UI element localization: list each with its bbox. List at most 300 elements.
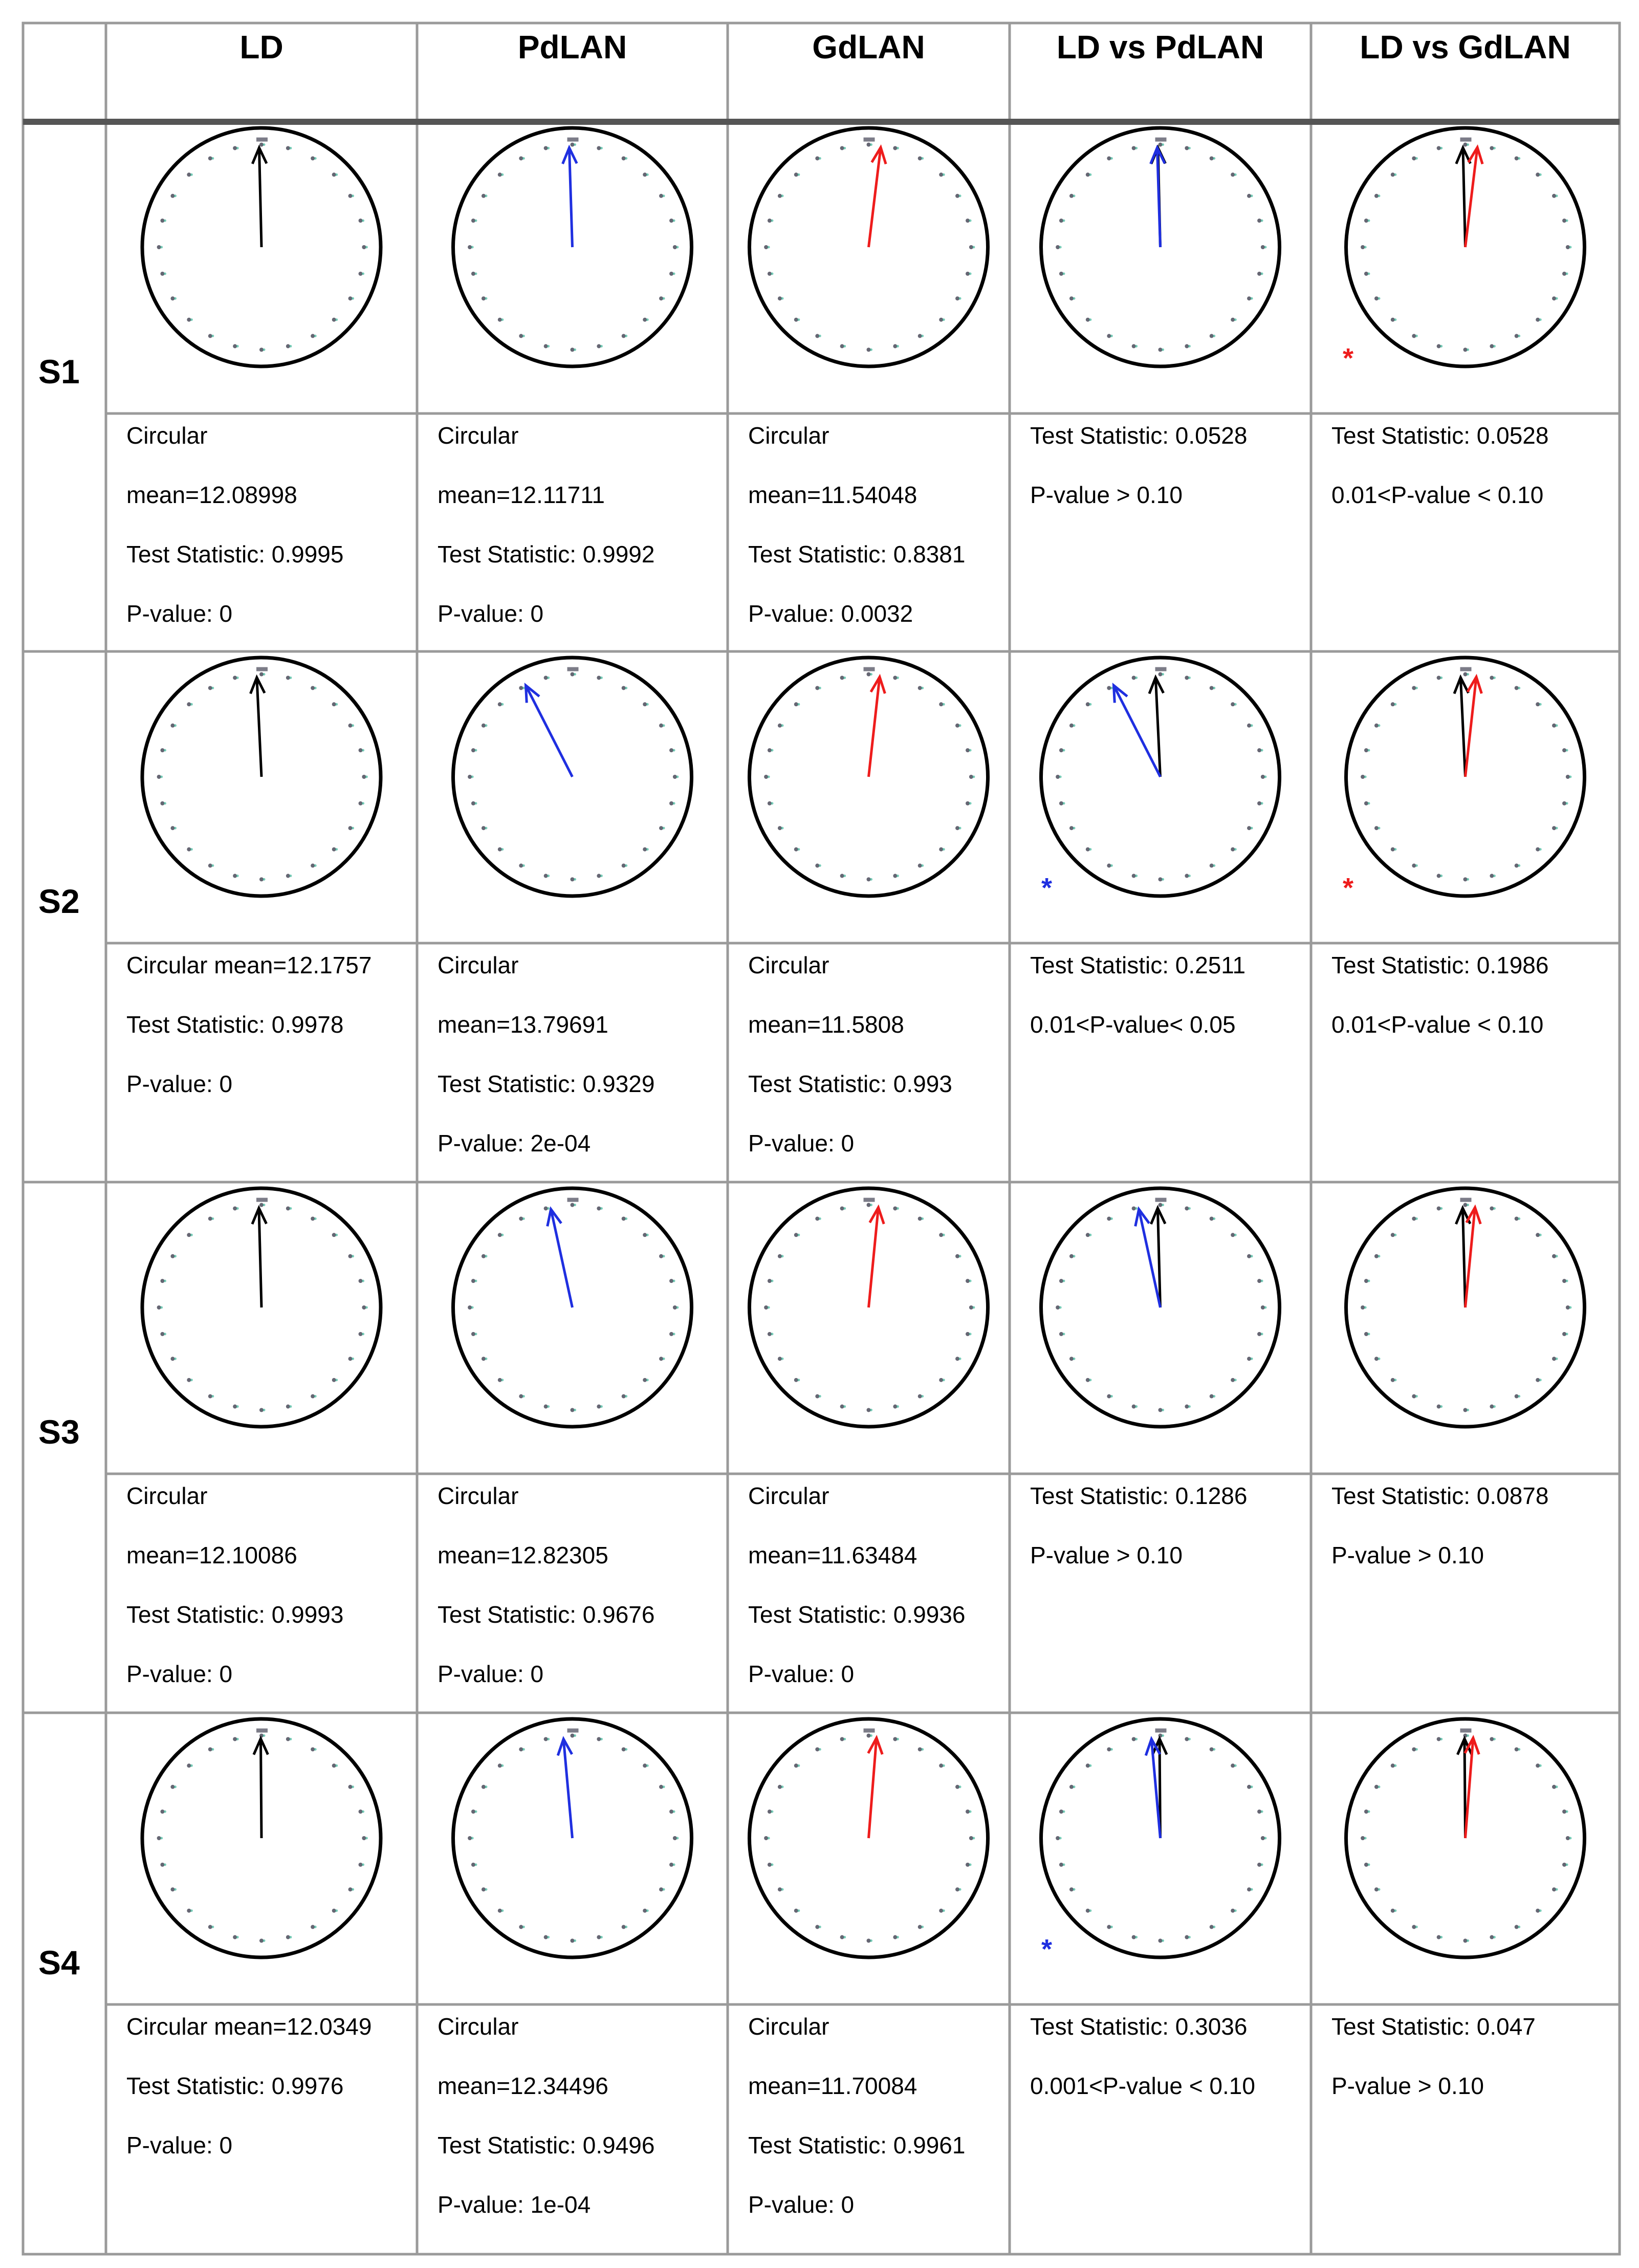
hour-tick-shadow <box>673 1811 675 1813</box>
hour-tick-shadow <box>771 802 773 804</box>
hour-tick-shadow <box>1539 848 1542 850</box>
mean-vector-arrow <box>1466 1738 1473 1838</box>
hour-tick-shadow <box>263 1734 266 1737</box>
hour-tick-shadow <box>781 297 783 300</box>
stat-line: Test Statistic: 0.0528 <box>1331 422 1549 449</box>
hour-tick-shadow <box>1188 1738 1191 1740</box>
hour-tick-shadow <box>1089 1909 1091 1912</box>
hour-tick-shadow <box>768 776 770 778</box>
stat-line: Test Statistic: 0.9496 <box>438 2132 655 2158</box>
stat-line: Test Statistic: 0.047 <box>1331 2013 1536 2040</box>
hour-tick-shadow <box>1062 1280 1065 1282</box>
hour-tick-shadow <box>781 1358 783 1360</box>
hour-tick-shadow <box>870 673 872 675</box>
hour-tick-shadow <box>1135 345 1138 347</box>
significance-marker: * <box>1343 873 1354 903</box>
hour-tick-shadow <box>1518 1395 1520 1398</box>
hour-tick-shadow <box>1566 1863 1568 1866</box>
stat-line: mean=12.08998 <box>126 482 297 508</box>
hour-tick-shadow <box>362 1863 364 1866</box>
hour-tick-shadow <box>236 1207 239 1210</box>
hour-tick-shadow <box>959 1785 961 1788</box>
hour-tick-shadow <box>771 749 773 752</box>
midnight-tick-label <box>864 1198 875 1202</box>
hour-tick-shadow <box>1367 749 1370 752</box>
hour-tick-shadow <box>1539 318 1542 321</box>
hour-tick-shadow <box>174 297 177 300</box>
row-label-s2: S2 <box>38 882 80 920</box>
hour-tick-shadow <box>771 272 773 275</box>
hour-tick-shadow <box>1566 1280 1568 1282</box>
hour-tick-shadow <box>190 848 193 850</box>
hour-tick-shadow <box>1213 1395 1215 1398</box>
hour-tick-shadow <box>474 272 477 275</box>
hour-tick-shadow <box>1188 875 1191 877</box>
column-header-gdlan: GdLAN <box>812 29 925 66</box>
hour-tick-shadow <box>314 864 317 867</box>
hour-tick-shadow <box>1566 220 1568 222</box>
hour-tick-shadow <box>211 1748 214 1751</box>
hour-tick-shadow <box>1518 1217 1520 1220</box>
hour-tick-shadow <box>781 194 783 197</box>
stat-line: Circular <box>748 2013 829 2040</box>
hour-tick-shadow <box>574 143 576 146</box>
hour-tick-shadow <box>897 1738 899 1740</box>
midnight-tick-label <box>256 667 268 671</box>
hour-tick-shadow <box>943 703 945 706</box>
hour-tick-shadow <box>646 1234 649 1236</box>
hour-tick-shadow <box>485 1785 487 1788</box>
hour-tick-shadow <box>547 1738 550 1740</box>
hour-tick-shadow <box>362 220 364 222</box>
hour-tick-shadow <box>522 1217 525 1220</box>
hour-tick-shadow <box>474 1333 477 1335</box>
hour-tick-shadow <box>969 802 972 804</box>
mean-vector-arrow <box>1465 1739 1466 1838</box>
hour-tick-shadow <box>1234 1234 1237 1236</box>
stat-line: P-value: 0 <box>126 600 233 627</box>
stat-line: Test Statistic: 0.9936 <box>748 1601 966 1628</box>
hour-tick-shadow <box>673 1863 675 1866</box>
hour-tick-shadow <box>365 1837 368 1840</box>
clock-s2-ld <box>142 658 381 896</box>
hour-tick-shadow <box>1062 1863 1065 1866</box>
stat-line: P-value: 0 <box>748 2191 855 2218</box>
hour-tick-shadow <box>1493 677 1496 679</box>
hour-tick-shadow <box>1234 848 1237 850</box>
clock-s3-ld-vs-gdlan <box>1346 1188 1585 1427</box>
hour-tick-shadow <box>646 1764 649 1767</box>
clock-s3-pdlan <box>453 1188 692 1427</box>
hour-tick-shadow <box>771 1863 773 1866</box>
hour-tick-shadow <box>1251 1358 1253 1360</box>
midnight-tick-label <box>864 1729 875 1733</box>
hour-tick-shadow <box>1493 1405 1496 1408</box>
hour-tick-shadow <box>843 677 846 679</box>
stat-line: P-value: 0 <box>126 2132 233 2158</box>
hour-tick-shadow <box>1566 802 1568 804</box>
stat-line: P-value > 0.10 <box>1331 1542 1484 1568</box>
hour-tick-shadow <box>819 157 821 160</box>
hour-tick-shadow <box>1440 147 1443 149</box>
hour-tick-shadow <box>1569 1306 1571 1309</box>
hour-tick-shadow <box>1440 1738 1443 1740</box>
stat-line: 0.01<P-value < 0.10 <box>1331 482 1544 508</box>
hour-tick-shadow <box>574 348 576 351</box>
hour-tick-shadow <box>771 1280 773 1282</box>
hour-tick-shadow <box>236 677 239 679</box>
hour-tick-shadow <box>236 1738 239 1740</box>
hour-tick-shadow <box>174 1785 177 1788</box>
clock-s1-gdlan <box>750 128 988 366</box>
hour-tick-shadow <box>1566 272 1568 275</box>
hour-tick-shadow <box>1234 703 1237 706</box>
hour-tick-shadow <box>335 1909 338 1912</box>
hour-tick-shadow <box>522 1926 525 1928</box>
hour-tick-shadow <box>625 864 627 867</box>
hour-tick-shadow <box>1264 1306 1266 1309</box>
hour-tick-shadow <box>943 173 945 176</box>
hour-tick-shadow <box>236 345 239 347</box>
hour-tick-shadow <box>959 194 961 197</box>
hour-tick-shadow <box>211 864 214 867</box>
stat-line: Test Statistic: 0.9676 <box>438 1601 655 1628</box>
hour-tick-shadow <box>211 1217 214 1220</box>
hour-tick-shadow <box>574 1939 576 1942</box>
hour-tick-shadow <box>1394 1764 1396 1767</box>
hour-tick-shadow <box>663 1358 665 1360</box>
hour-tick-shadow <box>781 1255 783 1257</box>
hour-tick-shadow <box>819 1748 821 1751</box>
hour-tick-shadow <box>1378 1888 1380 1891</box>
hour-tick-shadow <box>485 194 487 197</box>
hour-tick-shadow <box>335 318 338 321</box>
hour-tick-shadow <box>1556 194 1558 197</box>
hour-tick-shadow <box>1234 1764 1237 1767</box>
mean-vector-arrow <box>869 1738 877 1838</box>
hour-tick-shadow <box>1135 1738 1138 1740</box>
hour-tick-shadow <box>1364 776 1367 778</box>
clock-s2-pdlan <box>453 658 692 896</box>
stat-line: Test Statistic: 0.0528 <box>1030 422 1248 449</box>
hour-tick-shadow <box>646 703 649 706</box>
stat-line: mean=12.10086 <box>126 1542 297 1568</box>
hour-tick-shadow <box>870 878 872 881</box>
hour-tick-shadow <box>352 1888 354 1891</box>
hour-tick-shadow <box>1467 1204 1469 1206</box>
hour-tick-shadow <box>263 348 266 351</box>
mean-vector-arrow <box>257 678 261 777</box>
hour-tick-shadow <box>289 1405 292 1408</box>
hour-tick-shadow <box>1539 703 1542 706</box>
clock-s3-ld <box>142 1188 381 1427</box>
hour-tick-shadow <box>474 749 477 752</box>
hour-tick-shadow <box>574 1409 576 1411</box>
hour-tick-shadow <box>819 335 821 337</box>
hour-tick-shadow <box>164 272 166 275</box>
hour-tick-shadow <box>1364 1837 1367 1840</box>
hour-tick-shadow <box>1261 802 1263 804</box>
clock-s2-ld-vs-gdlan <box>1346 658 1585 896</box>
stat-line: Test Statistic: 0.993 <box>748 1071 952 1097</box>
hour-tick-shadow <box>190 1234 193 1236</box>
stat-line: mean=12.34496 <box>438 2073 608 2099</box>
hour-tick-shadow <box>164 1333 166 1335</box>
clock-s3-ld-vs-pdlan <box>1041 1188 1280 1427</box>
hour-tick-shadow <box>1073 724 1075 727</box>
hour-tick-shadow <box>501 318 504 321</box>
mean-vector-arrow <box>259 148 261 247</box>
hour-tick-shadow <box>522 687 525 689</box>
stat-line: Circular <box>748 422 829 449</box>
clock-s1-ld-vs-gdlan <box>1346 128 1585 366</box>
hour-tick-shadow <box>1251 1785 1253 1788</box>
hour-tick-shadow <box>501 703 504 706</box>
hour-tick-shadow <box>673 1333 675 1335</box>
hour-tick-shadow <box>1556 724 1558 727</box>
hour-tick-shadow <box>1440 875 1443 877</box>
hour-tick-shadow <box>1213 157 1215 160</box>
hour-tick-shadow <box>211 335 214 337</box>
stat-line: Circular <box>126 422 208 449</box>
hour-tick-shadow <box>600 1207 603 1210</box>
hour-tick-shadow <box>314 1395 317 1398</box>
stat-line: P-value: 0 <box>126 1071 233 1097</box>
hour-tick-shadow <box>1367 802 1370 804</box>
hour-tick-shadow <box>1135 1207 1138 1210</box>
hour-tick-shadow <box>959 1255 961 1257</box>
hour-tick-shadow <box>600 1936 603 1938</box>
stat-line: Test Statistic: 0.9993 <box>126 1601 344 1628</box>
hour-tick-shadow <box>1539 173 1542 176</box>
hour-tick-shadow <box>190 173 193 176</box>
hour-tick-shadow <box>547 1936 550 1938</box>
hour-tick-shadow <box>1394 173 1396 176</box>
clock-s3-gdlan <box>750 1188 988 1427</box>
hour-tick-shadow <box>547 1405 550 1408</box>
hour-tick-shadow <box>1110 335 1113 337</box>
hour-tick-shadow <box>921 1395 924 1398</box>
hour-tick-shadow <box>1251 1888 1253 1891</box>
hour-tick-shadow <box>1135 147 1138 149</box>
hour-tick-shadow <box>1566 1333 1568 1335</box>
hour-tick-shadow <box>1539 1909 1542 1912</box>
hour-tick-shadow <box>164 802 166 804</box>
hour-tick-shadow <box>471 1837 474 1840</box>
hour-tick-shadow <box>897 147 899 149</box>
hour-tick-shadow <box>263 143 266 146</box>
hour-tick-shadow <box>771 220 773 222</box>
hour-tick-shadow <box>897 677 899 679</box>
hour-tick-shadow <box>352 1358 354 1360</box>
hour-tick-shadow <box>1062 1811 1065 1813</box>
stat-line: P-value: 0 <box>748 1130 855 1157</box>
hour-tick-shadow <box>211 157 214 160</box>
hour-tick-shadow <box>673 749 675 752</box>
hour-tick-shadow <box>797 1234 800 1236</box>
hour-tick-shadow <box>1367 220 1370 222</box>
hour-tick-shadow <box>365 776 368 778</box>
hour-tick-shadow <box>1110 157 1113 160</box>
hour-tick-shadow <box>1261 272 1263 275</box>
hour-tick-shadow <box>314 157 317 160</box>
hour-tick-shadow <box>1467 1734 1469 1737</box>
row-label-s3: S3 <box>38 1413 80 1451</box>
hour-tick-shadow <box>1556 827 1558 830</box>
hour-tick-shadow <box>870 143 872 146</box>
hour-tick-shadow <box>843 345 846 347</box>
hour-tick-shadow <box>362 1811 364 1813</box>
mean-vector-arrow <box>869 677 880 777</box>
hour-tick-shadow <box>1556 1358 1558 1360</box>
hour-tick-shadow <box>1234 1909 1237 1912</box>
hour-tick-shadow <box>501 1764 504 1767</box>
hour-tick-shadow <box>921 1926 924 1928</box>
hour-tick-shadow <box>625 1926 627 1928</box>
hour-tick-shadow <box>362 1280 364 1282</box>
hour-tick-shadow <box>362 1333 364 1335</box>
hour-tick-shadow <box>959 297 961 300</box>
hour-tick-shadow <box>1089 1234 1091 1236</box>
stat-line: P-value: 0.0032 <box>748 600 913 627</box>
hour-tick-shadow <box>972 1837 975 1840</box>
hour-tick-shadow <box>190 703 193 706</box>
stat-line: mean=11.54048 <box>748 482 917 508</box>
clock-s1-pdlan <box>453 128 692 366</box>
hour-tick-shadow <box>819 1926 821 1928</box>
hour-tick-shadow <box>897 1405 899 1408</box>
hour-tick-shadow <box>1261 749 1263 752</box>
hour-tick-shadow <box>1062 272 1065 275</box>
hour-tick-shadow <box>1556 297 1558 300</box>
hour-tick-shadow <box>1415 687 1418 689</box>
hour-tick-shadow <box>263 1204 266 1206</box>
hour-tick-shadow <box>474 802 477 804</box>
midnight-tick-label <box>1155 667 1167 671</box>
hour-tick-shadow <box>485 1255 487 1257</box>
significance-marker: * <box>1041 873 1053 903</box>
stat-line: P-value: 2e-04 <box>438 1130 591 1157</box>
stat-line: mean=11.63484 <box>748 1542 917 1568</box>
hour-tick-shadow <box>663 827 665 830</box>
hour-tick-shadow <box>1556 1255 1558 1257</box>
stat-line: mean=11.70084 <box>748 2073 917 2099</box>
hour-tick-shadow <box>263 878 266 881</box>
hour-tick-shadow <box>335 1764 338 1767</box>
hour-tick-shadow <box>1059 776 1062 778</box>
hour-tick-shadow <box>1415 1748 1418 1751</box>
hour-tick-shadow <box>1089 848 1091 850</box>
stat-line: P-value: 0 <box>438 1661 544 1687</box>
hour-tick-shadow <box>1213 1217 1215 1220</box>
hour-tick-shadow <box>365 246 368 249</box>
hour-tick-shadow <box>1251 297 1253 300</box>
hour-tick-shadow <box>211 687 214 689</box>
hour-tick-shadow <box>1394 1234 1396 1236</box>
hour-tick-shadow <box>211 1926 214 1928</box>
hour-tick-shadow <box>969 749 972 752</box>
hour-tick-shadow <box>352 194 354 197</box>
hour-tick-shadow <box>1162 1939 1164 1942</box>
hour-tick-shadow <box>474 1863 477 1866</box>
hour-tick-shadow <box>1394 318 1396 321</box>
stat-line: mean=12.11711 <box>438 482 605 508</box>
clock-s4-ld-vs-pdlan <box>1041 1719 1280 1957</box>
hour-tick-shadow <box>1367 272 1370 275</box>
hour-tick-shadow <box>969 1333 972 1335</box>
hour-tick-shadow <box>771 1811 773 1813</box>
hour-tick-shadow <box>1440 677 1443 679</box>
hour-tick-shadow <box>1135 1405 1138 1408</box>
hour-tick-shadow <box>959 724 961 727</box>
hour-tick-shadow <box>1556 1888 1558 1891</box>
hour-tick-shadow <box>625 1395 627 1398</box>
hour-tick-shadow <box>1073 1785 1075 1788</box>
stat-line: Circular <box>438 952 519 978</box>
hour-tick-shadow <box>160 246 163 249</box>
hour-tick-shadow <box>160 1306 163 1309</box>
hour-tick-shadow <box>1062 220 1065 222</box>
hour-tick-shadow <box>797 1764 800 1767</box>
hour-tick-shadow <box>897 875 899 877</box>
hour-tick-shadow <box>1556 1785 1558 1788</box>
hour-tick-shadow <box>574 673 576 675</box>
hour-tick-shadow <box>1539 1234 1542 1236</box>
hour-tick-shadow <box>289 875 292 877</box>
hour-tick-shadow <box>843 1207 846 1210</box>
hour-tick-shadow <box>1566 1811 1568 1813</box>
midnight-tick-label <box>1155 1729 1167 1733</box>
clock-s1-ld-vs-pdlan <box>1041 128 1280 366</box>
hour-tick-shadow <box>676 1306 679 1309</box>
hour-tick-shadow <box>211 1395 214 1398</box>
hour-tick-shadow <box>1569 246 1571 249</box>
hour-tick-shadow <box>943 318 945 321</box>
midnight-tick-label <box>256 138 268 142</box>
hour-tick-shadow <box>190 318 193 321</box>
hour-tick-shadow <box>1073 297 1075 300</box>
hour-tick-shadow <box>547 875 550 877</box>
hour-tick-shadow <box>1162 1409 1164 1411</box>
hour-tick-shadow <box>1234 1379 1237 1381</box>
mean-vector-arrow <box>260 1739 261 1838</box>
hour-tick-shadow <box>969 1811 972 1813</box>
hour-tick-shadow <box>781 724 783 727</box>
hour-tick-shadow <box>522 1395 525 1398</box>
hour-tick-shadow <box>1135 1936 1138 1938</box>
row-label-s1: S1 <box>38 353 80 390</box>
stat-line: P-value > 0.10 <box>1331 2073 1484 2099</box>
stat-line: P-value > 0.10 <box>1030 1542 1183 1568</box>
mean-vector-arrow <box>869 147 881 247</box>
hour-tick-shadow <box>1073 827 1075 830</box>
hour-tick-shadow <box>289 1207 292 1210</box>
hour-tick-shadow <box>663 1785 665 1788</box>
clock-s2-ld-vs-pdlan <box>1041 658 1280 896</box>
hour-tick-shadow <box>501 1909 504 1912</box>
hour-tick-shadow <box>663 297 665 300</box>
hour-tick-shadow <box>160 776 163 778</box>
stat-line: Test Statistic: 0.9992 <box>438 541 655 568</box>
hour-tick-shadow <box>474 1280 477 1282</box>
hour-tick-shadow <box>943 1379 945 1381</box>
hour-tick-shadow <box>547 1207 550 1210</box>
hour-tick-shadow <box>768 1837 770 1840</box>
hour-tick-shadow <box>1162 143 1164 146</box>
hour-tick-shadow <box>335 173 338 176</box>
hour-tick-shadow <box>921 864 924 867</box>
hour-tick-shadow <box>663 1888 665 1891</box>
